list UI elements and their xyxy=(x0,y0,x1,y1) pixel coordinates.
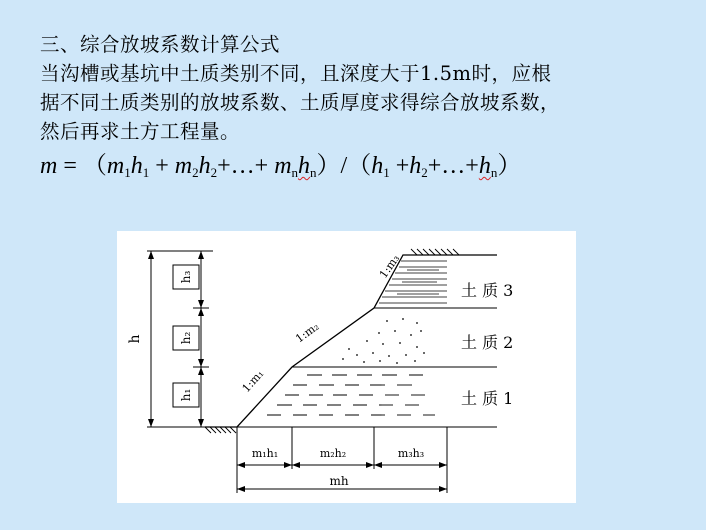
label-m3h3: m₃h₃ xyxy=(397,447,425,460)
label-soil-1: 土 质 1 xyxy=(461,389,514,408)
paragraph-line-1: 当沟槽或基坑中土质类别不同，且深度大于1.5m时，应根 xyxy=(40,62,552,85)
section-heading: 三、综合放坡系数计算公式 xyxy=(40,33,281,56)
formula-plus-2: +…+ xyxy=(217,153,275,179)
formula-plus-1: + xyxy=(149,153,175,179)
label-slope-1: 1:m₁ xyxy=(239,367,267,396)
slope-formula xyxy=(40,145,521,181)
formula-sub-m2: 2 xyxy=(192,165,199,180)
text-block xyxy=(40,30,680,146)
formula-hn: h xyxy=(298,153,311,179)
formula-sub-h2: 2 xyxy=(210,165,218,180)
label-mh: mh xyxy=(329,474,349,488)
label-h2: h₂ xyxy=(179,331,193,345)
slope-diagram-svg xyxy=(117,231,576,503)
paragraph-line-2: 据不同土质类别的放坡系数、土质厚度求得综合放坡系数， xyxy=(40,91,561,114)
formula-m2: m xyxy=(174,153,193,179)
label-slope-3: 1:m₃ xyxy=(376,252,403,281)
formula-h1b: h xyxy=(371,153,384,179)
formula-sub-h1: 1 xyxy=(142,165,150,180)
formula-m: m xyxy=(40,153,58,179)
label-h3: h₃ xyxy=(179,270,193,284)
soil-2-texture xyxy=(342,318,425,364)
excavation-profile xyxy=(205,255,497,427)
formula-h2: h xyxy=(198,153,211,179)
formula-sub-hn: n xyxy=(310,165,317,180)
label-soil-3: 土 质 3 xyxy=(461,281,514,300)
formula-sub-h1b: 1 xyxy=(383,165,390,180)
formula-sub-h2b: 2 xyxy=(421,165,428,180)
formula-hnb: h xyxy=(478,153,491,179)
label-m2h2: m₂h₂ xyxy=(319,447,347,460)
formula-mid: ）/（ xyxy=(316,153,372,179)
formula-eq: = （ xyxy=(57,153,107,179)
slope-diagram xyxy=(117,231,576,503)
ground-hatch-top xyxy=(411,249,459,255)
formula-end: ） xyxy=(497,153,522,179)
label-slope-2: 1:m₂ xyxy=(293,319,322,346)
formula-h2b: h xyxy=(409,153,422,179)
formula-m1: m xyxy=(106,153,125,179)
formula-sub-m1: 1 xyxy=(124,165,131,180)
formula-sub-hnb: n xyxy=(490,165,498,180)
label-m1h1: m₁h₁ xyxy=(251,447,279,460)
formula-plus-3: + xyxy=(389,153,410,179)
formula-squiggle-mn xyxy=(292,153,317,179)
formula-squiggle-hn xyxy=(479,153,498,179)
label-h: h xyxy=(127,334,143,344)
formula-h1: h xyxy=(130,153,143,179)
paragraph-line-3: 然后再求土方工程量。 xyxy=(40,120,241,143)
ground-hatch-bottom xyxy=(205,427,236,433)
formula-sub-mn: n xyxy=(291,165,299,180)
soil-1-texture xyxy=(267,375,435,415)
label-h1: h₁ xyxy=(179,388,193,402)
formula-mn: m xyxy=(274,153,292,179)
formula-plus-4: +…+ xyxy=(427,153,479,179)
label-soil-2: 土 质 2 xyxy=(461,333,514,352)
